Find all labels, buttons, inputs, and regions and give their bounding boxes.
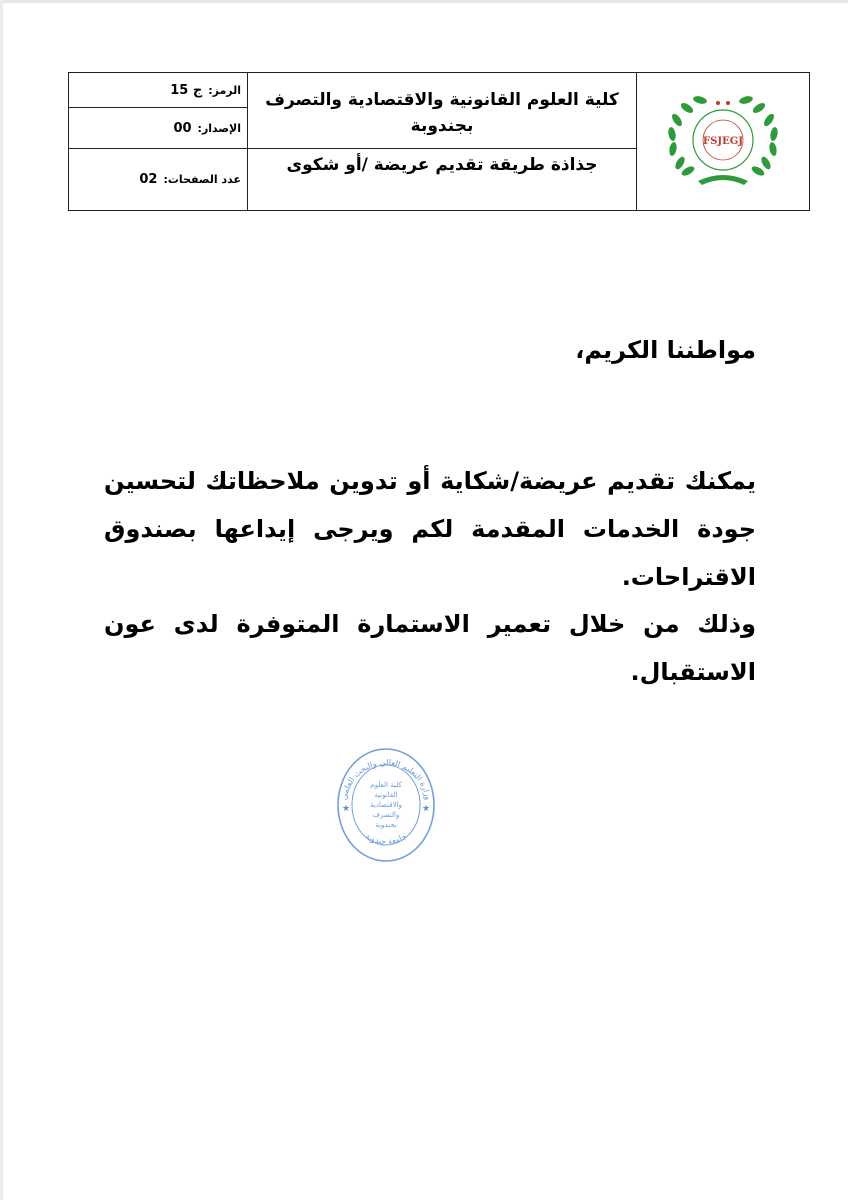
stamp-line: والتصرف [372, 811, 400, 819]
paragraph-1 [104, 457, 756, 601]
paragraph-2 [104, 600, 756, 696]
stamp-line: والاقتصادية [370, 801, 402, 809]
page-edge-top [0, 0, 848, 3]
code-cell [69, 73, 248, 108]
pages-label: عدد الصفحات: [163, 173, 241, 186]
stamp-outer-text: وزارة التعليم العالي والبحث العلمي [339, 757, 433, 801]
paragraph-2-text: وذلك من خلال تعمير الاستمارة المتوفرة لدى عون الاستقبال. [104, 610, 756, 686]
stamp-line: كلية العلوم [370, 781, 402, 789]
edition-value: 00 [173, 120, 192, 136]
page-edge-left [0, 0, 3, 1200]
logo-cell [637, 73, 810, 211]
edition-cell [69, 108, 248, 149]
document-title: جذاذة طريقة تقديم عريضة /أو شكوى [248, 149, 637, 211]
paragraph-1-text: يمكنك تقديم عريضة/شكاية أو تدوين ملاحظاتك لتحسين جودة الخدمات المقدمة لكم ويرجى إيداعها بصندوق الاقتراحات. [104, 467, 756, 591]
greeting: مواطننا الكريم، [575, 336, 756, 364]
pages-cell [69, 149, 248, 211]
star-icon: ★ [342, 804, 351, 814]
document-header-table [68, 72, 810, 211]
edition-label: الإصدار: [197, 121, 241, 135]
institution-name: كلية العلوم القانونية والاقتصادية والتصرف بجندوبة [248, 73, 637, 149]
code-value: ج 15 [170, 82, 203, 98]
code-label: الرمز: [208, 83, 241, 97]
stamp-line: بجندوبة [375, 821, 397, 829]
star-icon: ★ [422, 804, 431, 814]
logo-text: FSJEGJ [703, 135, 743, 147]
svg-text:جامعة جندوبة [364, 832, 408, 846]
pages-value: 02 [139, 172, 158, 187]
stamp-bottom-text: جامعة جندوبة [363, 831, 409, 847]
faculty-logo [658, 85, 788, 195]
stamp-line: القانونية [374, 791, 398, 799]
official-stamp [334, 743, 438, 865]
